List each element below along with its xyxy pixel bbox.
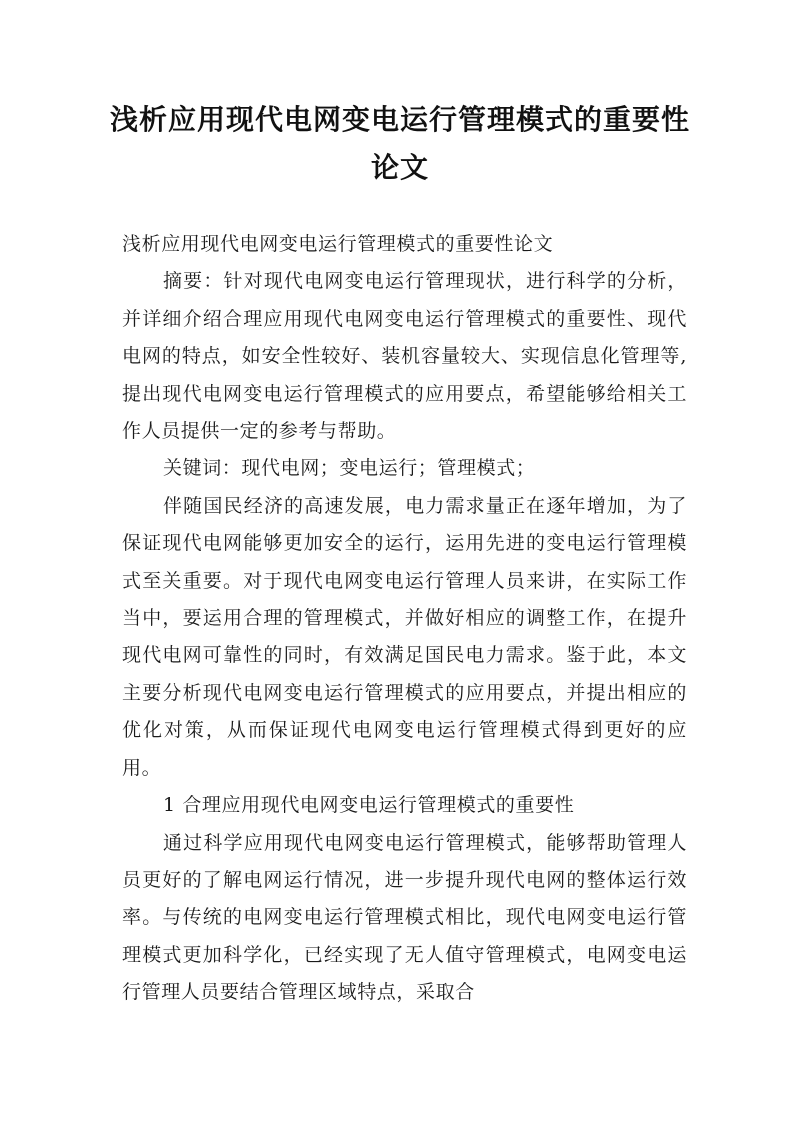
- abstract-paragraph: 摘要：针对现代电网变电运行管理现状，进行科学的分析，并详细介绍合理应用现代电网变电运行管理模式的重要性、现代电网的特点，如安全性较好、装机容量较大、实现信息化管理等,提出现代电网变电运行管理模式的应用要点，希望能够给相关工作人员提供一定的参考与帮助。: [122, 270, 687, 443]
- section-heading: 1 合理应用现代电网变电运行管理模式的重要性: [163, 794, 575, 817]
- document-subtitle: 浅析应用现代电网变电运行管理模式的重要性论文: [122, 233, 554, 255]
- keywords-paragraph: 关键词：现代电网；变电运行；管理模式；: [163, 457, 536, 480]
- section-body-paragraph: 通过科学应用现代电网变电运行管理模式，能够帮助管理人员更好的了解电网运行情况，进一步提升现代电网的整体运行效率。与传统的电网变电运行管理模式相比，现代电网变电运行管理模式更加科学化，已经实现了无人值守管理模式，电网变电运行管理人员要结合管理区域特点，采取合: [122, 831, 687, 1004]
- document-title: 浅析应用现代电网变电运行管理模式的重要性论文: [110, 103, 691, 184]
- document-body: [122, 226, 687, 1012]
- intro-paragraph: 伴随国民经济的高速发展，电力需求量正在逐年增加，为了保证现代电网能够更加安全的运行，运用先进的变电运行管理模式至关重要。对于现代电网变电运行管理人员来讲，在实际工作当中，要运用合理的管理模式，并做好相应的调整工作，在提升现代电网可靠性的同时，有效满足国民电力需求。鉴于此，本文主要分析现代电网变电运行管理模式的应用要点，并提出相应的优化对策，从而保证现代电网变电运行管理模式得到更好的应用。: [122, 494, 687, 779]
